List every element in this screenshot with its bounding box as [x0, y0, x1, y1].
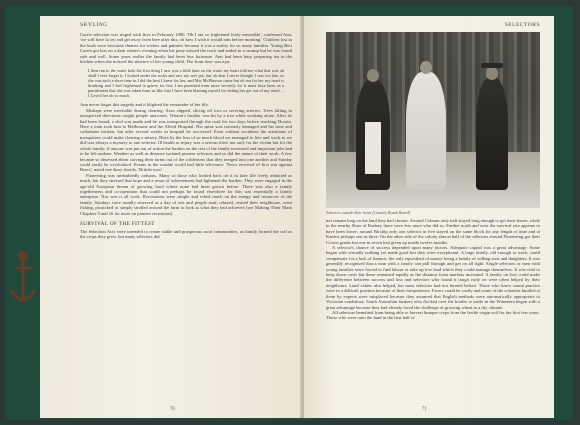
section-heading: SURVIVAL OF THE FITTEST: [80, 220, 155, 227]
left-page-number: 70: [170, 407, 175, 412]
quotation-text: I then ran to the water hole the first thing I saw was a little hunt on the water my heart told me what that was oh shall I ever forget it, I looked under the rocks and saw my wee pet, but oh dear I never thought I was too late, as she was such a short time in I did the best I knew for her, and Mrs McPherson came but oh not for her my heart is breaking and I feel frightened to grieve for fear I am punished even more severely for it must have been as a punishment that she was taken from us like that I have been blaming myself for letting her get out of my mind ... I Loved her oh so much.: [88, 68, 284, 99]
left-paragraph: Ann never forgot this tragedy and it blighted the remainder of her life.: [80, 102, 209, 108]
left-paragraph: Pioneering was undoubtedly arduous. Many of those who looked back on it in later life freely admitted as much, but they stressed that hope and a sense of achievement had lightened the burden. They were engaged in the age-old European dream of growing food where none had been grown before. There was also a family togetherness and co-operation that could not perhaps be found elsewhere for this was essentially a family enterprise. Nor was it all work. Recreations were simple and relied much on the energy and resources of the family. Sundays were usually reserved as a day of rest and people read, relaxed, visited their neighbours, went fishing, picnicked or simply strolled around the farm to look at what they had achieved (see Making Their Mark Chapters 9 and 16 for more on pioneer recreation).: [80, 172, 292, 216]
book-cover: [6, 6, 574, 420]
right-running-head: SELECTORS: [504, 22, 540, 28]
right-paragraph: not remain long on the land they had chosen. Around Cobram only half stayed long enough to get their leases, while in the nearby Shire of Rodney there were few more who did so. Further north and west the survival rate appears to have been lower; around Birchip only one selector in five stayed on the same block for any length of time and at Kaniva perhaps one in three. On the other side of the colony almost half of the selectors around Pioneering got their Crown grants but one in seven had given up inside twelve months.: [326, 218, 540, 245]
right-page-number: 71: [422, 407, 427, 412]
photo-woman-dark-dress: [356, 80, 390, 190]
right-paragraph: A selector's chance of success depended upon many factors. Adequate capital was a great advantage. Some began with virtually nothing yet made good but they were exceptional. A large family, old enough to work, could compensate for a lack of finance, the only equivalent of money being a family of willing sons and daughters. It was generally recognised that a man with a family can pull through and get on all right. Single selectors or men with young families were forced to find labour or take up low land which they could manage themselves. It was vital to keep down costs but these remained rapidly as the distance from markets increased. A family on foot could make the difference between success and loss and selectors who found it tough early on were often helped by their neighbours. Land values also helped, but most selectors had not farmed before. Those who knew sound practice were in a difficult position because of their inexperience. Errors could be costly and some of the colonists kindled at them by experts were misplaced because they assumed that English methods were automatically appropriate to Victorian conditions. South Australian farmers who flocked over the border to settle in the Wimmera began with a great advantage because they had already faced the challenge of growing wheat in a dry climate.: [326, 245, 540, 310]
anchor-bookmark-icon: [8, 250, 38, 310]
left-running-head: SKYLING: [80, 22, 108, 28]
photo-woman-light-dress: [406, 72, 446, 190]
quotation-block: [88, 68, 284, 98]
right-page: [304, 16, 554, 418]
right-paragraph: All selectors benefited from being able to harvest bumper crops from the fertile virgin soil for the first few years. Those who were onto the land in the first half of: [326, 309, 540, 321]
left-paragraph: The Selection Acts were intended to create stable and prosperous rural communities, as family farmed the soil as the crops they grew, but many selectors did: [80, 228, 292, 240]
left-paragraph: Currie selection was ringed with fires in February 1880. 'Oh I am so frightened fairly miserable', confessed Ann, 'we will have to try and get away from here after this, oh how I wish it would rain before morning.' Children lost in the bush were favourite themes for writers and painters because it was a reality for so many families. Young Bert Currie got lost on a dark winter's evening when his pony missed the track and ended in a swamp but he was found safe and well. Some years earlier the family had been less fortunate. Ann had been busy preparing tea in the kitchen when she noticed the absence of her young child. The front door was ajar.: [80, 32, 292, 65]
left-paragraph: Mishaps were inevitable during clearing. Axes slipped, slicing off toes or severing arteries. Trees falling in unexpected directions caught people unawares. Winton's brother was hit by a tree while working alone. After he had been found, a sled was made and he was transported through the road for two days before reaching Drouin. Here a train took him to Melbourne and the Alfred Hospital. His spine was seriously damaged and his nose and collarbone broken, but after several weeks in hospital he recovered. Even without accidents the attentions of mosquitoes could make clearing a misery. Bites by the loss of so much blood we managed to live and work as we did was always a mystery to one selector. Ill health or injury was a serious blow not only for the victim but for the whole family; if anyone was put out of action the burden on the rest of the family increased and important jobs had to be left undone. Weather as well as distance isolated pioneer selectors and so did the nature of their work. A few became so obsessed about carving their farms out of the wilderness that they merged into one another and Sunday could easily be overlooked. Events in the outside world had little relevance: 'News received of first war against Boers', noted one diary shortly, 'British won'.: [80, 107, 292, 173]
left-page: [40, 16, 302, 418]
selectors-photograph: [326, 32, 540, 208]
photo-man-with-hat: [476, 78, 508, 190]
photo-caption: Selectors outside their home (Country Roads Board): [326, 210, 411, 215]
